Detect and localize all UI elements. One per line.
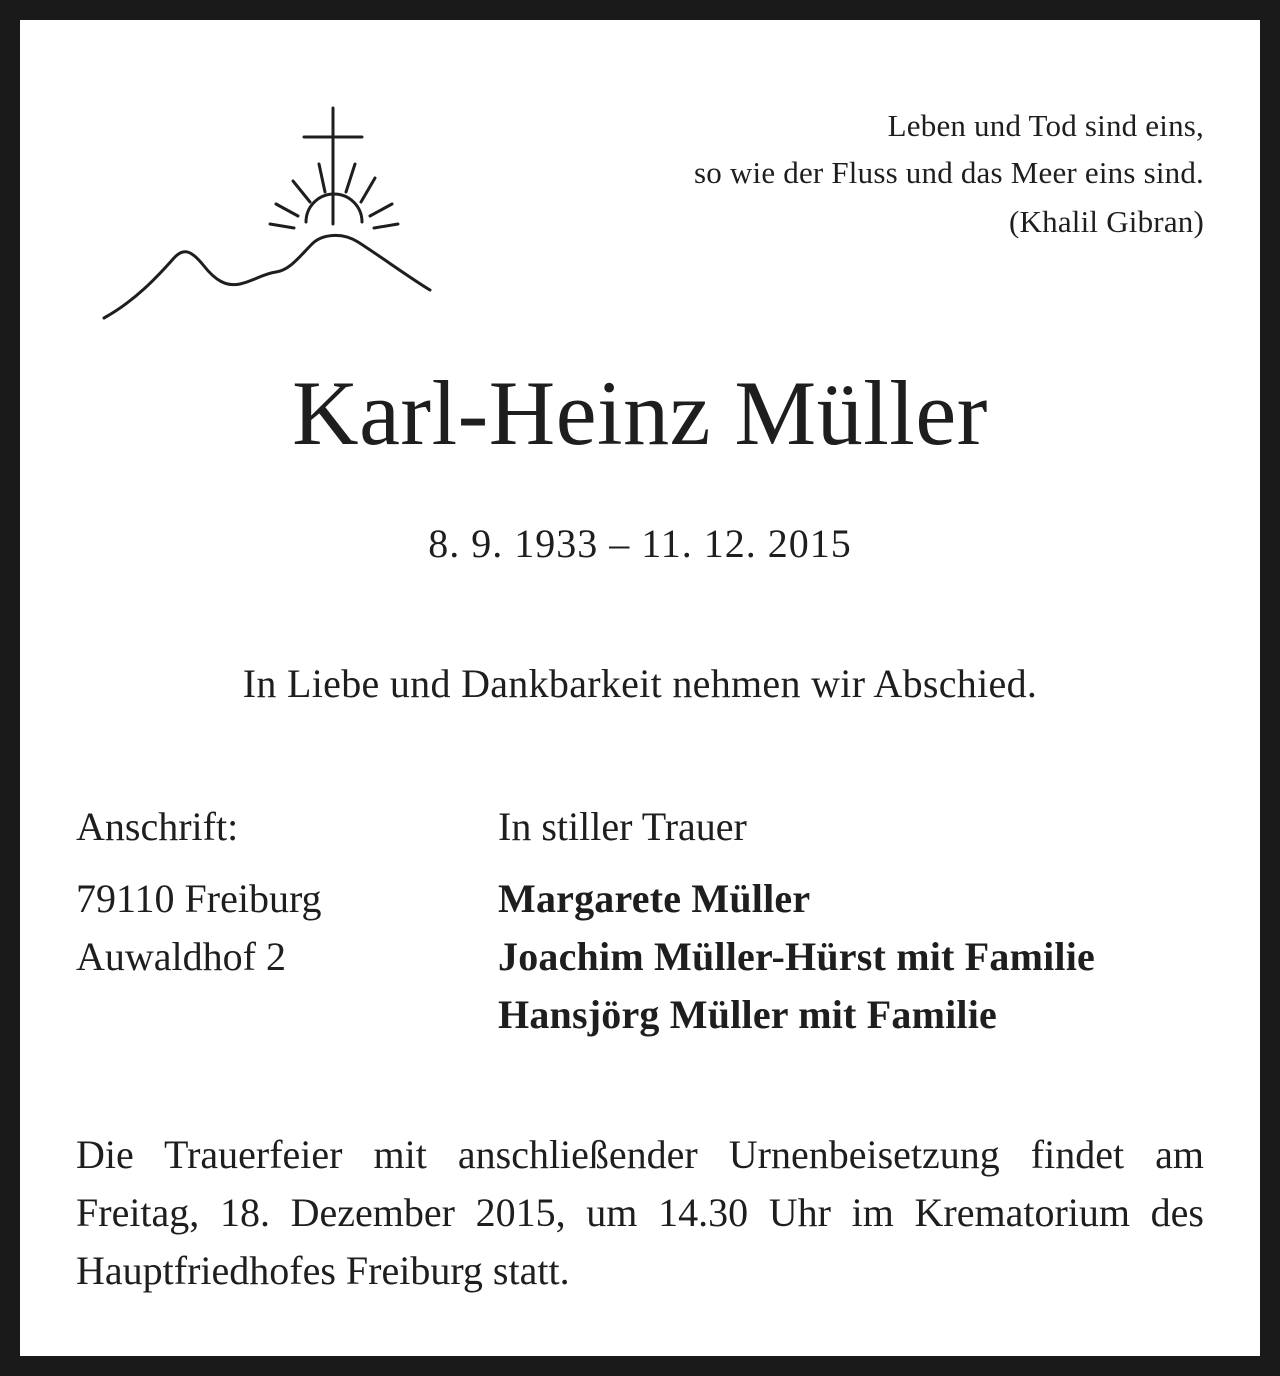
mourner-name: Hansjörg Müller mit Familie — [498, 992, 998, 1037]
address-line: Auwaldhof 2 — [76, 934, 286, 979]
address-line: 79110 Freiburg — [76, 876, 322, 921]
mourner-name: Joachim Müller-Hürst mit Familie — [498, 934, 1096, 979]
cross-over-mountain-sunrise-icon — [80, 106, 440, 326]
deceased-name: Karl-Heinz Müller — [292, 362, 988, 464]
mourners-label: In stiller Trauer — [498, 804, 747, 849]
quote-line: so wie der Fluss und das Meer eins sind. — [694, 155, 1204, 190]
farewell-statement: In Liebe und Dankbarkeit nehmen wir Abschied. — [242, 661, 1038, 706]
obituary-notice — [20, 20, 1260, 1356]
epigraph-quote — [694, 102, 1204, 245]
quote-author: (Khalil Gibran) — [1009, 204, 1204, 239]
quote-line: Leben und Tod sind eins, — [887, 108, 1204, 143]
address-label: Anschrift: — [76, 804, 239, 849]
life-dates: 8. 9. 1933 – 11. 12. 2015 — [428, 521, 852, 566]
address-block — [76, 798, 322, 986]
mourners-block — [498, 798, 1095, 1044]
funeral-service-info: Die Trauerfeier mit anschließender Urnenbeisetzung findet am Freitag, 18. Dezember 2015, um 14.30 Uhr im Krematorium des Hauptfriedhofes Freiburg statt. — [76, 1132, 1204, 1293]
mourner-name: Margarete Müller — [498, 876, 811, 921]
